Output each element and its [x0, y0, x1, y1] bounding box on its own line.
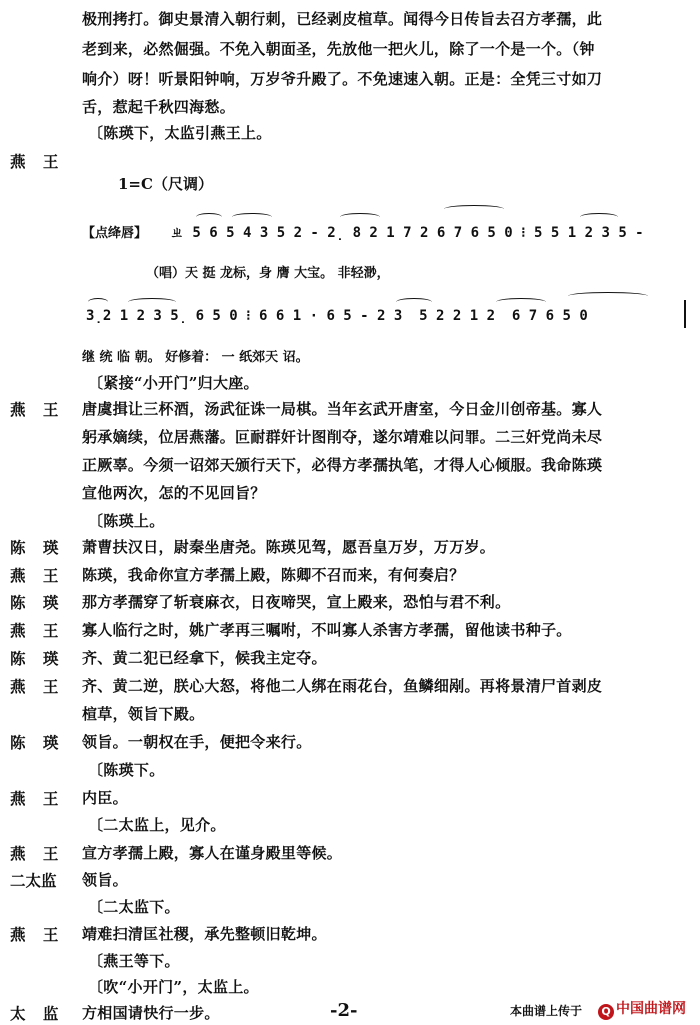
speaker-label: 陈 瑛 — [10, 538, 65, 557]
dialogue-line: 唐虞揖让三杯酒，汤武征诛一局棋。当年玄武开唐室，今日金川创帝基。寡人 — [82, 400, 603, 418]
stage-direction: 〔陈瑛下，太监引燕王上。 — [88, 124, 272, 142]
stage-direction: 〔陈瑛下。 — [88, 761, 165, 779]
end-barline — [684, 300, 686, 328]
speaker-label: 燕 王 — [10, 621, 65, 640]
dialogue-line: 内臣。 — [82, 789, 128, 807]
logo-mark-icon: Q — [598, 1004, 614, 1020]
dialogue-line: 寡人临行之时，姚广孝再三嘱咐，不叫寡人杀害方孝孺，留他读书种子。 — [82, 621, 572, 639]
speaker-label: 燕 王 — [10, 844, 65, 863]
speaker-label: 燕 王 — [10, 152, 65, 171]
dialogue-line: 领旨。 — [82, 871, 128, 889]
stage-direction: 〔二太监上，见介。 — [88, 816, 226, 834]
speaker-label: 燕 王 — [10, 925, 65, 944]
page-number: -2- — [330, 1000, 358, 1021]
speaker-label: 燕 王 — [10, 400, 65, 419]
site-logo — [598, 998, 686, 1020]
speaker-label: 燕 王 — [10, 677, 65, 696]
slur — [232, 213, 272, 221]
speaker-label: 陈 瑛 — [10, 733, 65, 752]
dialogue-line: 陈瑛，我命你宣方孝孺上殿，陈卿不召而来，有何奏启？ — [82, 566, 465, 584]
dialogue-line: 方相国请快行一步。 — [82, 1004, 220, 1022]
slur — [444, 205, 504, 213]
lyric-line-1: （唱）天 挺 龙标，身 膺 大宝。 非轻渺， — [146, 266, 390, 281]
slur — [128, 298, 176, 306]
slur — [496, 298, 546, 306]
key-signature: 1=C（尺调） — [118, 175, 213, 193]
slur — [396, 298, 432, 306]
dialogue-line: 领旨。一朝权在手，便把令来行。 — [82, 733, 312, 751]
slur — [568, 292, 648, 300]
dialogue-line: 宣方孝孺上殿，寡人在谨身殿里等候。 — [82, 844, 343, 862]
notation-line-2: 3̣2 1 2 3 5̣ 6 5 0 ⁝ 6 6 1 · 6 5 - 2 3 5 2 2 1 2 6 7 6 5 0 — [86, 308, 588, 324]
dialogue-line: 萧曹扶汉日，尉秦坐唐尧。陈瑛见驾，愿吾皇万岁，万万岁。 — [82, 538, 496, 556]
notation-line-1: ㄓ 5 6 5 4 3 5 2 - 2̣ 8 2 1 7 2 6 7 6 5 0 ⁝ 5 5 1 2 3 5 - — [170, 225, 644, 241]
upload-note: 本曲谱上传于 — [510, 1004, 583, 1018]
prose-line: 舌，惹起千秋四海愁。 — [82, 98, 236, 116]
tune-name: 【点绛唇】 — [82, 226, 148, 241]
dialogue-line: 靖难扫清匡社稷，承先整顿旧乾坤。 — [82, 925, 327, 943]
dialogue-line: 齐、黄二逆，朕心大怒，将他二人绑在雨花台，鱼鳞细剐。再将景清尸首剥皮 — [82, 677, 603, 695]
speaker-label: 陈 瑛 — [10, 649, 65, 668]
stage-direction: 〔紧接“小开门”归大座。 — [88, 374, 259, 392]
stage-direction: 〔吹“小开门”，太监上。 — [88, 978, 259, 996]
prose-line: 极刑拷打。御史景清入朝行刺，已经剥皮楦草。闻得今日传旨去召方孝孺，此 — [82, 10, 603, 28]
dialogue-line: 楦草，领旨下殿。 — [82, 705, 205, 723]
dialogue-line: 那方孝孺穿了斩衰麻衣，日夜啼哭，宣上殿来，恐怕与君不利。 — [82, 593, 511, 611]
slur — [580, 213, 618, 221]
speaker-label: 二太监 — [10, 871, 57, 890]
speaker-label: 燕 王 — [10, 789, 65, 808]
stage-direction: 〔陈瑛上。 — [88, 512, 165, 530]
logo-text: 中国曲谱网 — [616, 1001, 686, 1017]
slur — [196, 213, 222, 221]
speaker-label: 太 监 — [10, 1004, 65, 1023]
lyric-line-2: 继 统 临 朝。 好修着： 一 纸郊天 诏。 — [82, 350, 309, 365]
prose-line: 老到来，必然倔强。不免入朝面圣，先放他一把火儿，除了一个是一个。（钟 — [82, 40, 595, 58]
speaker-label: 陈 瑛 — [10, 593, 65, 612]
dialogue-line: 齐、黄二犯已经拿下，候我主定夺。 — [82, 649, 327, 667]
slur — [340, 213, 380, 221]
stage-direction: 〔二太监下。 — [88, 898, 180, 916]
prose-line: 响介）呀！听景阳钟响，万岁爷升殿了。不免速速入朝。正是：全凭三寸如刀 — [82, 70, 603, 88]
slur — [88, 298, 108, 306]
stage-direction: 〔燕王等下。 — [88, 952, 180, 970]
dialogue-line: 正厥辜。今须一诏郊天颁行天下，必得方孝孺执笔，才得人心倾服。我命陈瑛 — [82, 456, 603, 474]
dialogue-line: 躬承嫡续，位居燕藩。叵耐群奸计图削夺，遂尔靖难以问罪。二三奸党尚未尽 — [82, 428, 603, 446]
dialogue-line: 宣他两次，怎的不见回旨？ — [82, 484, 266, 502]
speaker-label: 燕 王 — [10, 566, 65, 585]
